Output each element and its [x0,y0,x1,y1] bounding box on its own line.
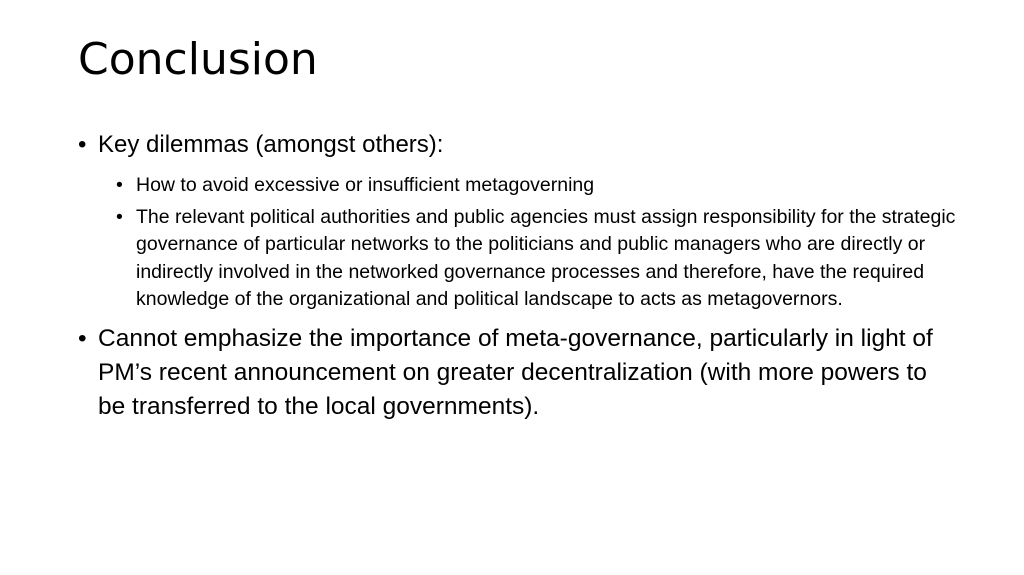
sub-bullet-excessive-metagoverning [116,172,958,200]
slide-title: Conclusion [78,34,318,85]
sub-bullet-text: How to avoid excessive or insufficient metagoverning [136,174,595,196]
sub-bullet-dot: • [116,205,123,228]
bullet-dot: • [78,324,87,352]
bullet-text: Cannot emphasize the importance of meta-governance, particularly in light of PM’s recent announcement on greater decentralization (with more powers to be transferred to the local governments). [98,324,933,420]
bullet-meta-governance [78,322,958,424]
sub-bullet-text: The relevant political authorities and public agencies must assign responsibility for the strategic governance of particular networks to the politicians and public managers who are directly or indirectly involved in the networked governance processes and therefore, have the required knowledge of the organizational and political landscape to acts as metagovernors. [136,205,956,310]
sub-bullet-assign-responsibility [116,204,958,314]
bullet-text: Key dilemmas (amongst others): [98,131,444,158]
bullet-dot: • [78,131,87,158]
sub-bullet-dot: • [116,174,123,196]
slide-body [78,128,958,434]
bullet-key-dilemmas [78,128,958,162]
sub-bullet-list [116,172,958,314]
